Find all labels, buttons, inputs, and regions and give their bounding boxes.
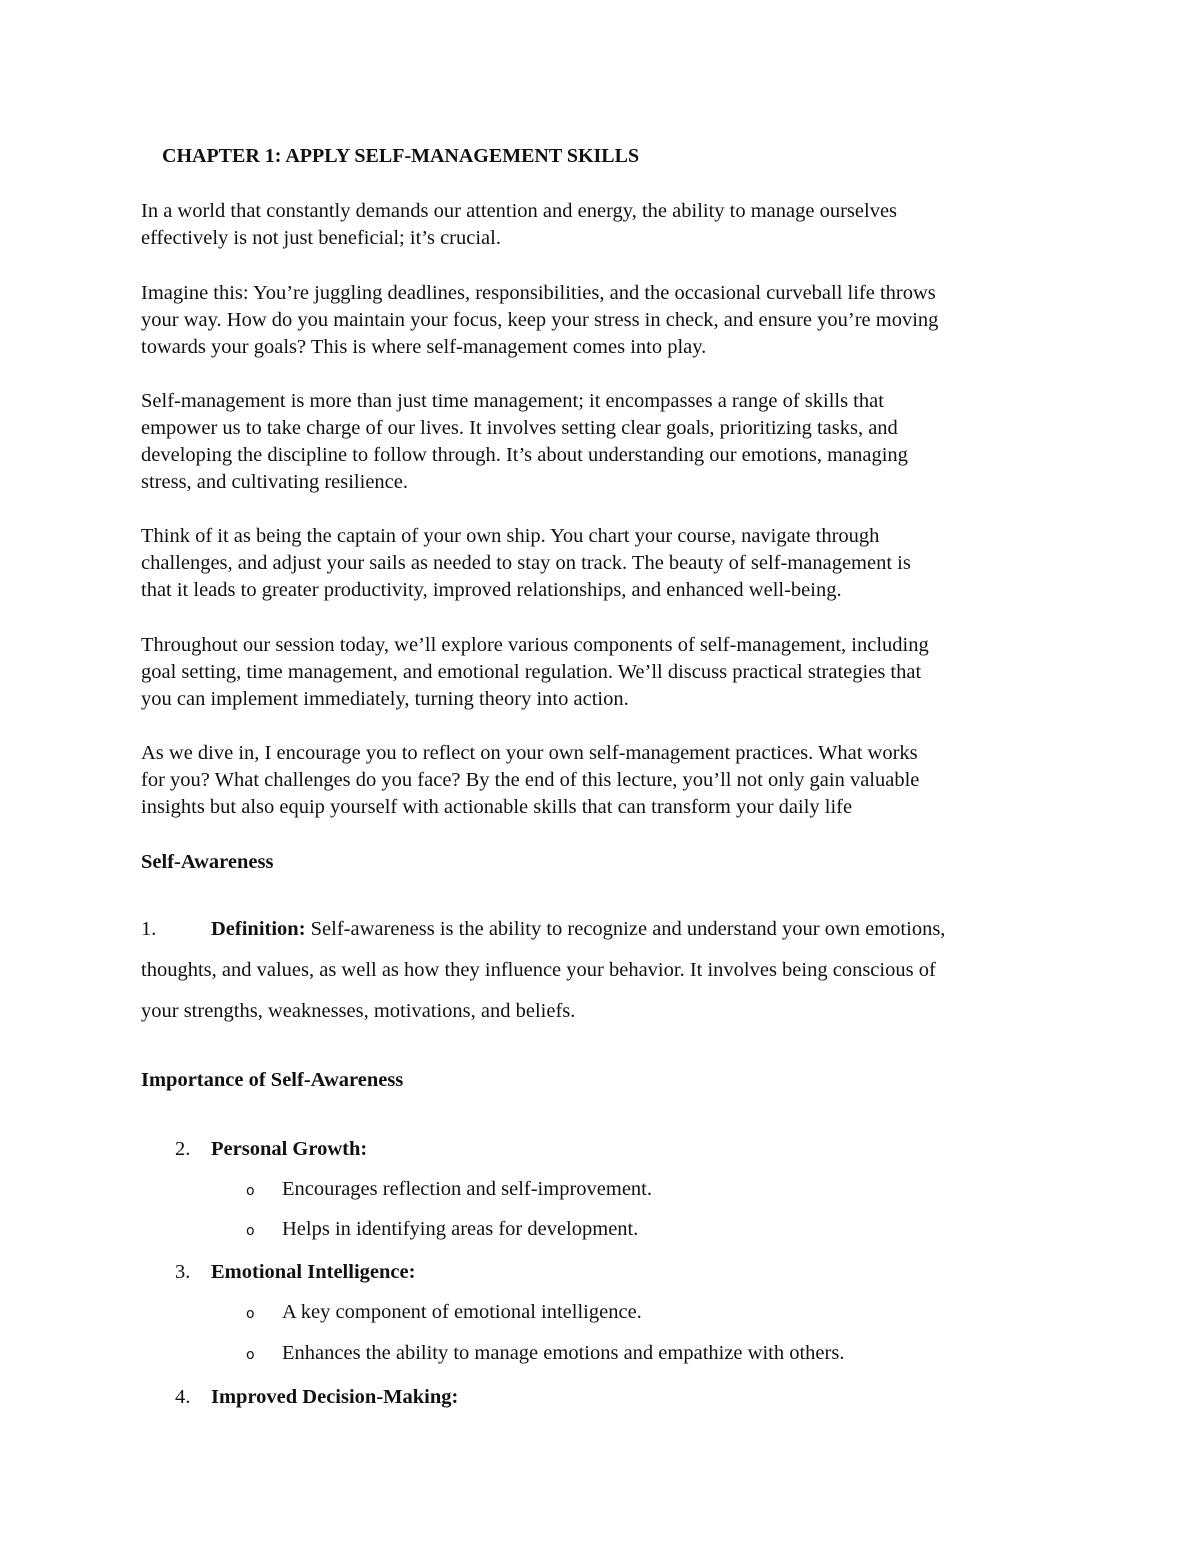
bullet-item — [246, 1342, 844, 1365]
definition-text: Self-awareness is the ability to recognize and understand your own emotions, — [305, 918, 946, 940]
definition-line-3: your strengths, weaknesses, motivations, and beliefs. — [141, 1000, 576, 1022]
bullet-item — [246, 1178, 652, 1201]
paragraph-line: Self-management is more than just time management; it encompasses a range of skills that — [141, 390, 884, 412]
item-label: Improved Decision-Making: — [211, 1386, 459, 1408]
definition-number: 1. — [141, 918, 157, 940]
numbered-item-emotional-intelligence — [175, 1261, 415, 1284]
numbered-item-personal-growth — [175, 1138, 367, 1161]
item-number: 4. — [175, 1386, 191, 1408]
bullet-text: A key component of emotional intelligence. — [282, 1301, 642, 1323]
paragraph-line: challenges, and adjust your sails as needed to stay on track. The beauty of self-management is — [141, 552, 911, 574]
paragraph-line: for you? What challenges do you face? By the end of this lecture, you’ll not only gain valuable — [141, 769, 920, 791]
section-heading-importance: Importance of Self-Awareness — [141, 1069, 404, 1091]
intro-paragraph-3 — [141, 388, 1071, 496]
paragraph-line: In a world that constantly demands our attention and energy, the ability to manage ourselves — [141, 200, 898, 222]
paragraph-line: that it leads to greater productivity, improved relationships, and enhanced well-being. — [141, 579, 842, 601]
definition-label: Definition: — [211, 918, 306, 940]
paragraph-line: goal setting, time management, and emotional regulation. We’ll discuss practical strategies that — [141, 661, 922, 683]
definition-paragraph — [141, 909, 1081, 1032]
paragraph-line: Throughout our session today, we’ll explore various components of self-management, including — [141, 634, 929, 656]
numbered-item-decision-making — [175, 1386, 458, 1409]
chapter-title: CHAPTER 1: APPLY SELF-MANAGEMENT SKILLS — [162, 145, 640, 167]
paragraph-line: insights but also equip yourself with actionable skills that can transform your daily life — [141, 796, 853, 818]
paragraph-line: towards your goals? This is where self-management comes into play. — [141, 336, 707, 358]
item-number: 2. — [175, 1138, 191, 1160]
intro-paragraph-4 — [141, 523, 1071, 604]
bullet-text: Encourages reflection and self-improvement. — [282, 1178, 652, 1200]
paragraph-line: Think of it as being the captain of your own ship. You chart your course, navigate through — [141, 525, 880, 547]
paragraph-line: Imagine this: You’re juggling deadlines, responsibilities, and the occasional curveball life throws — [141, 282, 936, 304]
paragraph-line: stress, and cultivating resilience. — [141, 471, 408, 493]
circle-bullet-icon: o — [246, 1306, 255, 1322]
paragraph-line: As we dive in, I encourage you to reflect on your own self-management practices. What works — [141, 742, 918, 764]
circle-bullet-icon: o — [246, 1183, 255, 1199]
bullet-text: Helps in identifying areas for development. — [282, 1218, 639, 1240]
intro-paragraph-6 — [141, 740, 1071, 821]
circle-bullet-icon: o — [246, 1347, 255, 1363]
bullet-item — [246, 1301, 642, 1324]
item-label: Emotional Intelligence: — [211, 1261, 416, 1283]
paragraph-line: empower us to take charge of our lives. It involves setting clear goals, prioritizing tasks, and — [141, 417, 898, 439]
intro-paragraph-5 — [141, 632, 1071, 713]
paragraph-line: effectively is not just beneficial; it’s crucial. — [141, 227, 501, 249]
definition-line-2: thoughts, and values, as well as how they influence your behavior. It involves being conscious of — [141, 959, 936, 981]
section-heading-self-awareness: Self-Awareness — [141, 851, 274, 873]
bullet-text: Enhances the ability to manage emotions and empathize with others. — [282, 1342, 845, 1364]
intro-paragraph-1 — [141, 198, 1071, 252]
bullet-item — [246, 1218, 638, 1241]
circle-bullet-icon: o — [246, 1223, 255, 1239]
paragraph-line: you can implement immediately, turning theory into action. — [141, 688, 629, 710]
paragraph-line: developing the discipline to follow through. It’s about understanding our emotions, managing — [141, 444, 908, 466]
paragraph-line: your way. How do you maintain your focus, keep your stress in check, and ensure you’re moving — [141, 309, 939, 331]
intro-paragraph-2 — [141, 280, 1071, 361]
item-number: 3. — [175, 1261, 191, 1283]
definition-line-1 — [141, 909, 1081, 950]
item-label: Personal Growth: — [211, 1138, 368, 1160]
